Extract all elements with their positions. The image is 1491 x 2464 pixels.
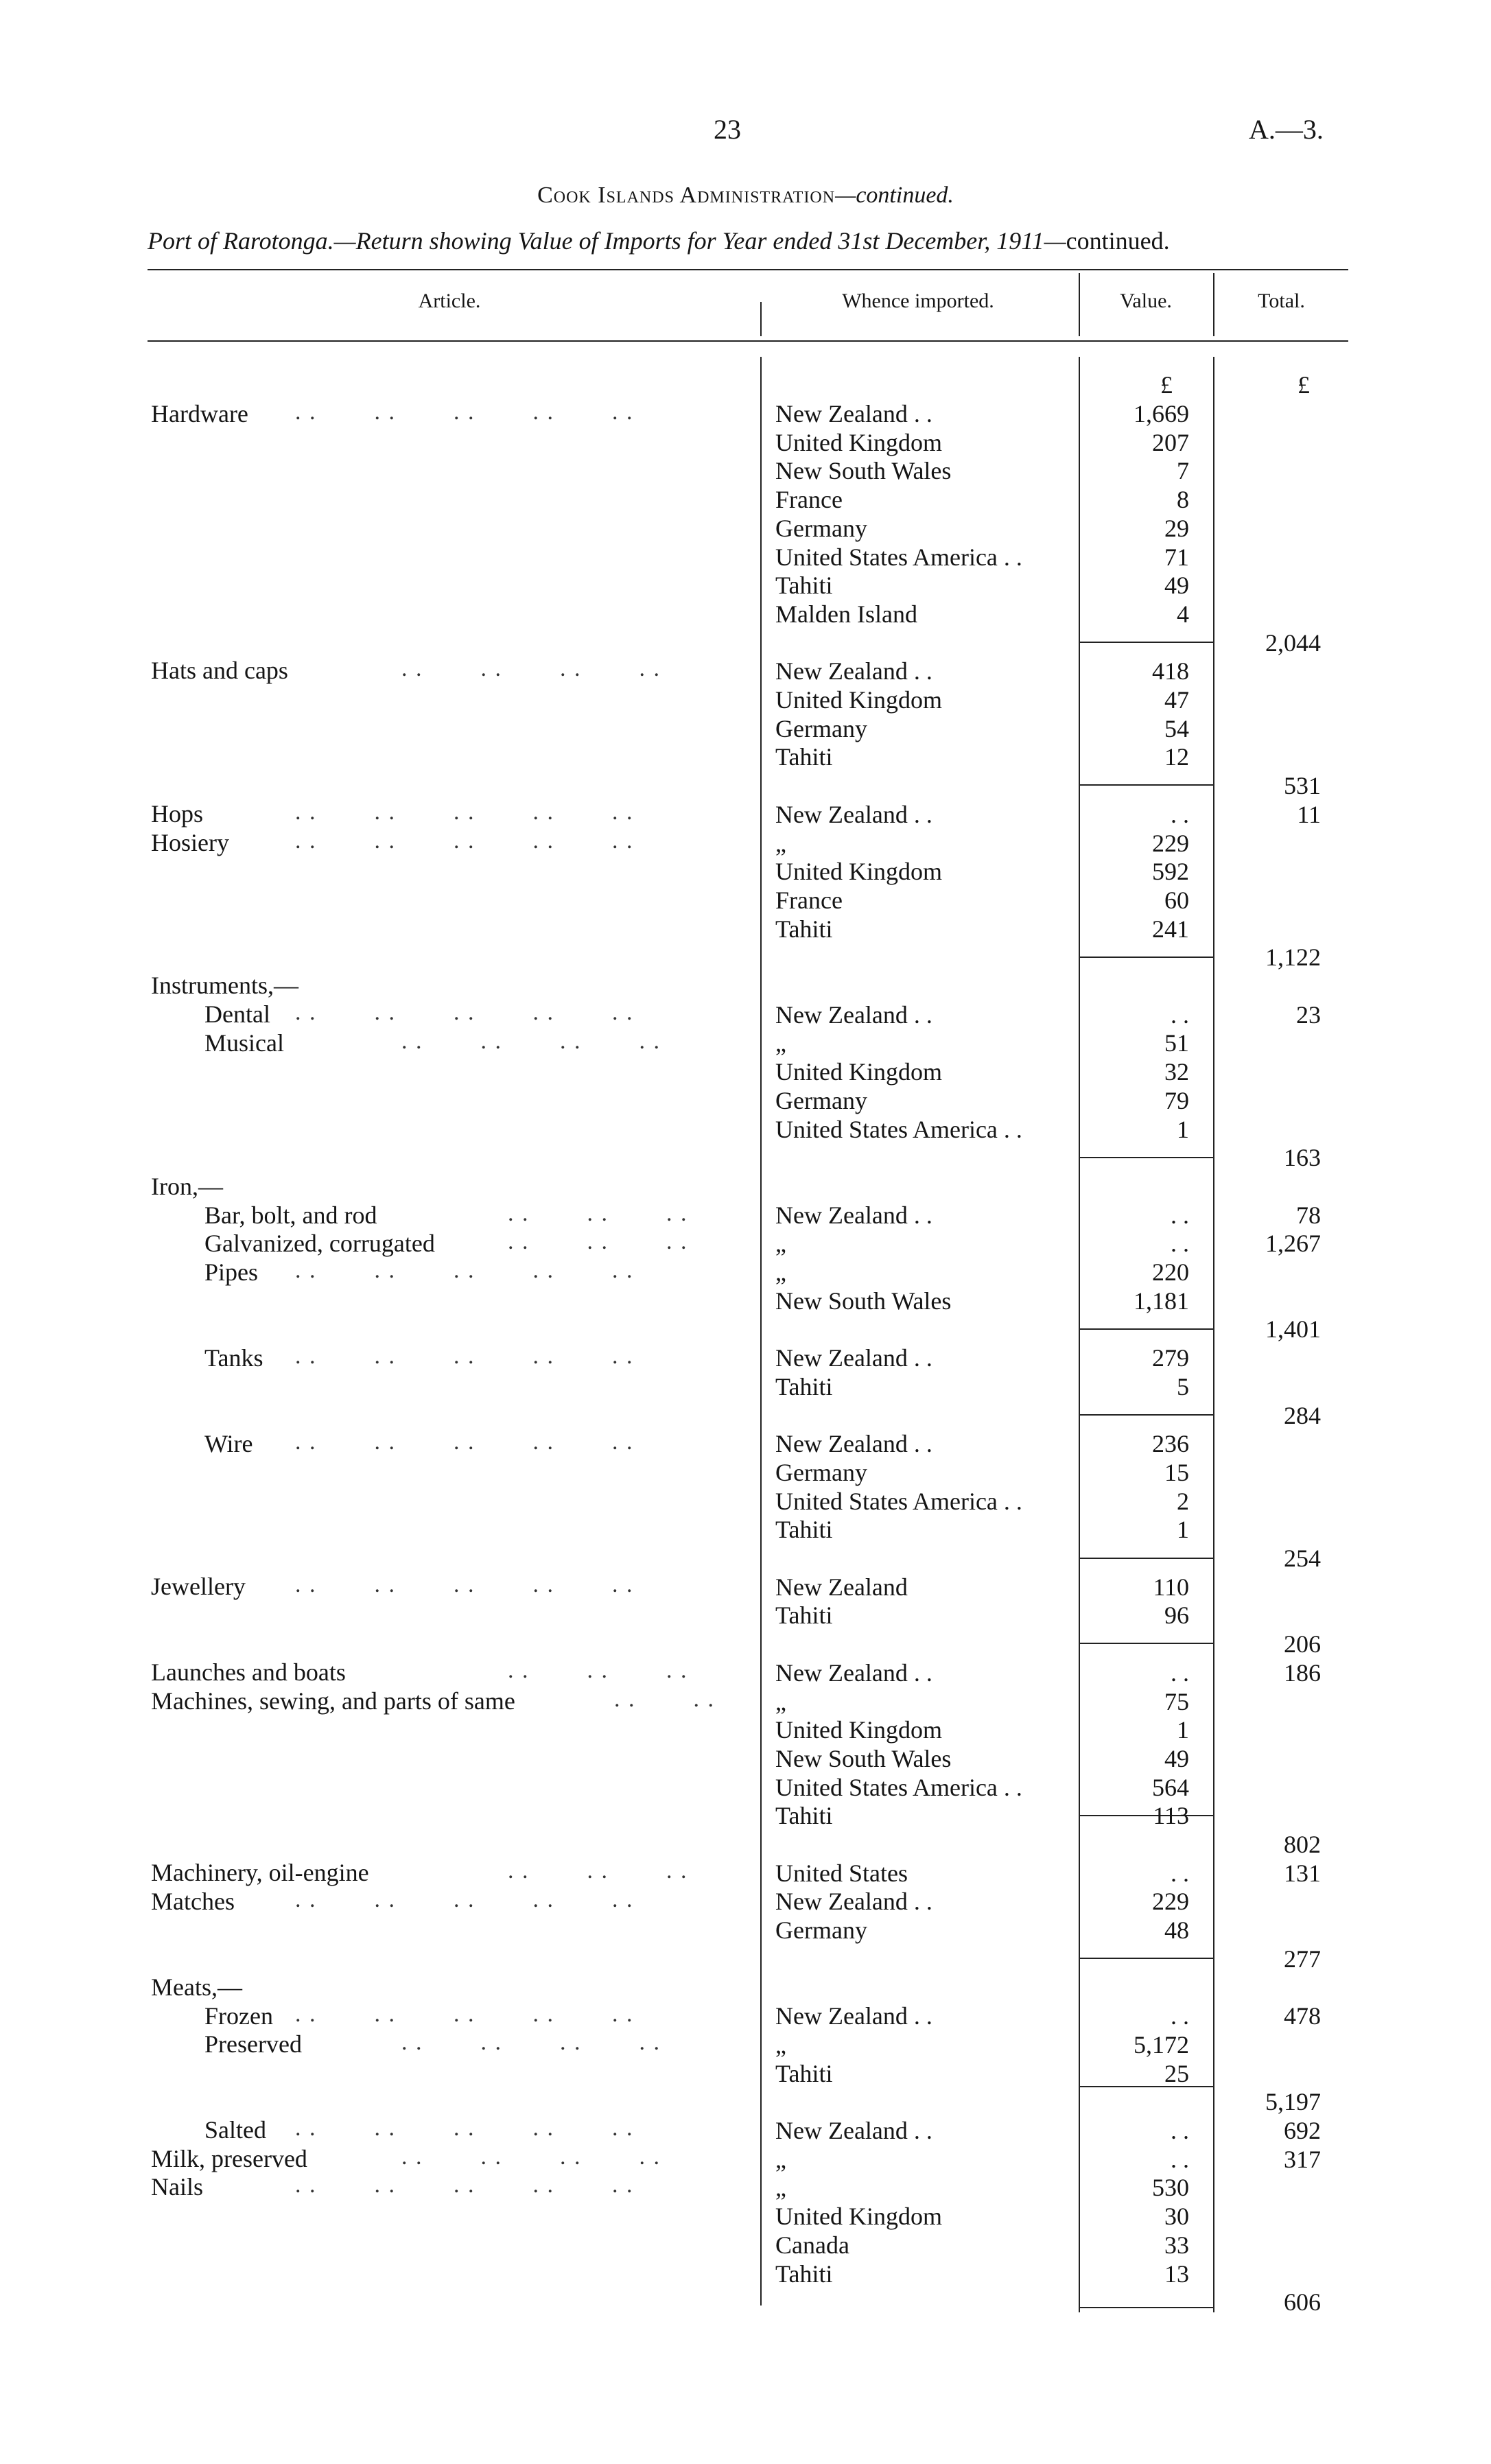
leader-dots: . . . . . . . . . .: [295, 799, 634, 825]
value-cell: 207: [1152, 429, 1189, 456]
total-cell: 5,197: [1265, 2088, 1321, 2115]
leader-dots: . . . . . . . . . .: [295, 1344, 634, 1369]
value-cell: 1: [1177, 1716, 1189, 1744]
value-cell: 236: [1152, 1430, 1189, 1457]
whence-cell: New Zealand . .: [775, 400, 932, 427]
value-cell: 30: [1164, 2203, 1189, 2230]
body-divider-value: [1079, 357, 1080, 2312]
value-cell: 15: [1164, 1459, 1189, 1486]
whence-cell: France: [775, 486, 843, 513]
whence-cell: „: [775, 1688, 786, 1715]
value-cell: 25: [1164, 2060, 1189, 2087]
article-label: Hardware: [151, 400, 248, 427]
article-label: Dental: [204, 1000, 270, 1028]
total-cell: 802: [1284, 1831, 1321, 1858]
value-cell: . .: [1171, 1859, 1189, 1887]
total-cell: 1,267: [1265, 1230, 1321, 1257]
subtotal-rule: [1080, 957, 1213, 958]
value-cell: 13: [1164, 2260, 1189, 2288]
article-label: Instruments,—: [151, 972, 298, 999]
column-header-total: Total.: [1258, 290, 1305, 312]
whence-cell: United Kingdom: [775, 858, 942, 885]
leader-dots: . . . . . . . . . .: [295, 1000, 634, 1025]
leader-dots: . . . . . . . .: [401, 1029, 661, 1054]
whence-cell: Tahiti: [775, 2060, 833, 2087]
value-cell: 564: [1152, 1774, 1189, 1801]
whence-cell: „: [775, 2174, 786, 2201]
total-cell: 254: [1284, 1545, 1321, 1572]
leader-dots: . . . . . . . .: [401, 2030, 661, 2055]
value-cell: 71: [1164, 543, 1189, 571]
whence-cell: „: [775, 830, 786, 857]
leader-dots: . . . . . . . . . .: [295, 399, 634, 425]
whence-cell: New Zealand . .: [775, 1344, 932, 1372]
value-cell: 113: [1153, 1802, 1189, 1829]
whence-cell: New Zealand: [775, 1573, 908, 1601]
body-divider-whence: [760, 357, 762, 2305]
subtitle-italic: Port of Rarotonga.—Return showing Value of Imports for Year ended 31st December, 1911—: [148, 227, 1066, 255]
value-cell: 530: [1152, 2174, 1189, 2201]
whence-cell: United Kingdom: [775, 1058, 942, 1086]
article-label: Bar, bolt, and rod: [204, 1201, 377, 1229]
value-cell: 49: [1164, 572, 1189, 599]
article-label: Machines, sewing, and parts of same: [151, 1687, 515, 1715]
whence-cell: Germany: [775, 1459, 867, 1486]
title-main: Cook Islands Administration: [537, 183, 836, 208]
value-cell: 5: [1177, 1373, 1189, 1400]
value-cell: 51: [1164, 1029, 1189, 1057]
whence-cell: Tahiti: [775, 1802, 833, 1829]
whence-cell: „: [775, 2031, 786, 2058]
total-cell: 1,122: [1265, 943, 1321, 971]
value-cell: 33: [1164, 2231, 1189, 2259]
article-label: Musical: [204, 1029, 284, 1057]
whence-cell: United Kingdom: [775, 429, 942, 456]
whence-cell: United Kingdom: [775, 686, 942, 714]
leader-dots: . . . . . . . . . .: [295, 1429, 634, 1455]
whence-cell: New Zealand . .: [775, 801, 932, 828]
leader-dots: . . . . . . . . . .: [295, 828, 634, 854]
leader-dots: . . . . . .: [508, 1229, 688, 1254]
header-divider-1: [760, 302, 762, 336]
value-cell: 1: [1177, 1516, 1189, 1543]
whence-cell: „: [775, 1230, 786, 1257]
subtotal-rule: [1080, 1558, 1213, 1559]
total-cell: 277: [1284, 1945, 1321, 1973]
whence-cell: United Kingdom: [775, 2203, 942, 2230]
whence-cell: Tahiti: [775, 1601, 833, 1629]
leader-dots: . . . . . .: [508, 1201, 688, 1226]
whence-cell: United States America . .: [775, 1488, 1022, 1515]
whence-cell: United States America . .: [775, 1116, 1022, 1143]
article-label: Nails: [151, 2173, 203, 2201]
whence-cell: New Zealand . .: [775, 657, 932, 685]
total-cell: 1,401: [1265, 1315, 1321, 1343]
article-label: Hosiery: [151, 829, 229, 856]
whence-cell: United Kingdom: [775, 1716, 942, 1744]
article-label: Matches: [151, 1888, 235, 1915]
article-label: Frozen: [204, 2002, 273, 2030]
leader-dots: . . . . . . . . . .: [295, 2115, 634, 2141]
value-currency-symbol: £: [1160, 371, 1173, 399]
leader-dots: . . . . . . . .: [401, 2144, 661, 2170]
whence-cell: New Zealand . .: [775, 1430, 932, 1457]
total-cell: 317: [1284, 2146, 1321, 2173]
value-cell: 418: [1152, 657, 1189, 685]
leader-dots: . . . . . .: [508, 1658, 688, 1683]
whence-cell: Tahiti: [775, 572, 833, 599]
article-label: Salted: [204, 2116, 266, 2144]
total-cell: 692: [1284, 2117, 1321, 2144]
subtotal-rule: [1080, 1328, 1213, 1330]
value-cell: . .: [1171, 1201, 1189, 1229]
document-subtitle: [148, 226, 1170, 255]
leader-dots: . . . .: [614, 1687, 715, 1712]
whence-cell: Tahiti: [775, 2260, 833, 2288]
value-cell: 54: [1164, 715, 1189, 742]
value-cell: 32: [1164, 1058, 1189, 1086]
column-header-whence: Whence imported.: [842, 290, 994, 312]
value-cell: . .: [1171, 1659, 1189, 1687]
header-bottom-rule: [148, 340, 1348, 342]
whence-cell: New Zealand . .: [775, 1888, 932, 1915]
header-top-rule: [148, 269, 1348, 270]
whence-cell: Tahiti: [775, 1516, 833, 1543]
subtotal-rule: [1080, 784, 1213, 786]
header-divider-3: [1213, 273, 1214, 336]
total-cell: 11: [1297, 801, 1321, 828]
article-label: Jewellery: [151, 1573, 246, 1600]
value-cell: 1,181: [1134, 1287, 1189, 1315]
subtotal-rule: [1080, 1958, 1213, 1959]
whence-cell: New Zealand . .: [775, 1201, 932, 1229]
value-cell: 1,669: [1134, 400, 1189, 427]
total-cell: 531: [1284, 772, 1321, 799]
leader-dots: . . . . . . . . . .: [295, 2172, 634, 2198]
value-cell: 5,172: [1134, 2031, 1189, 2058]
whence-cell: New South Wales: [775, 1745, 952, 1772]
whence-cell: „: [775, 2146, 786, 2173]
document-reference: A.—3.: [1249, 114, 1324, 145]
article-label: Tanks: [204, 1344, 263, 1372]
whence-cell: „: [775, 1029, 786, 1057]
value-cell: 47: [1164, 686, 1189, 714]
whence-cell: Germany: [775, 515, 867, 542]
value-cell: . .: [1171, 2146, 1189, 2173]
whence-cell: United States America . .: [775, 1774, 1022, 1801]
value-cell: 48: [1164, 1916, 1189, 1944]
subtotal-rule: [1080, 1414, 1213, 1416]
page-number: 23: [714, 114, 741, 145]
whence-cell: „: [775, 1258, 786, 1286]
whence-cell: Germany: [775, 1087, 867, 1114]
value-cell: 4: [1177, 600, 1189, 628]
article-label: Wire: [204, 1430, 253, 1457]
leader-dots: . . . . . . . .: [401, 656, 661, 681]
whence-cell: United States: [775, 1859, 908, 1887]
whence-cell: New Zealand . .: [775, 2117, 932, 2144]
subtotal-rule: [1080, 1643, 1213, 1644]
value-cell: 12: [1164, 743, 1189, 771]
total-cell: 163: [1284, 1144, 1321, 1171]
article-label: Launches and boats: [151, 1658, 346, 1686]
subtitle-upright: continued.: [1066, 227, 1170, 255]
total-cell: 131: [1284, 1859, 1321, 1887]
whence-cell: Germany: [775, 1916, 867, 1944]
whence-cell: New Zealand . .: [775, 1001, 932, 1029]
total-cell: 206: [1284, 1630, 1321, 1658]
value-cell: 229: [1152, 1888, 1189, 1915]
value-cell: . .: [1171, 1001, 1189, 1029]
article-label: Meats,—: [151, 1973, 242, 2001]
column-header-value: Value.: [1120, 290, 1172, 312]
leader-dots: . . . . . .: [508, 1858, 688, 1884]
value-cell: 1: [1177, 1116, 1189, 1143]
leader-dots: . . . . . . . . . .: [295, 1887, 634, 1912]
subtotal-rule: [1080, 1157, 1213, 1158]
article-label: Machinery, oil-engine: [151, 1859, 369, 1886]
header-divider-2: [1079, 273, 1080, 336]
value-cell: 75: [1164, 1688, 1189, 1715]
value-cell: 29: [1164, 515, 1189, 542]
leader-dots: . . . . . . . . . .: [295, 1572, 634, 1597]
document-title: [0, 183, 1491, 209]
whence-cell: Tahiti: [775, 743, 833, 771]
value-cell: 220: [1152, 1258, 1189, 1286]
total-cell: 284: [1284, 1402, 1321, 1429]
value-cell: 8: [1177, 486, 1189, 513]
total-cell: 2,044: [1265, 629, 1321, 657]
whence-cell: United States America . .: [775, 543, 1022, 571]
body-divider-total: [1213, 357, 1214, 2312]
value-cell: 79: [1164, 1087, 1189, 1114]
value-cell: 279: [1152, 1344, 1189, 1372]
value-cell: 2: [1177, 1488, 1189, 1515]
value-cell: . .: [1171, 2002, 1189, 2030]
whence-cell: Malden Island: [775, 600, 917, 628]
total-currency-symbol: £: [1298, 371, 1310, 399]
total-cell: 78: [1296, 1201, 1321, 1229]
title-suffix: —continued.: [835, 183, 954, 208]
leader-dots: . . . . . . . . . .: [295, 2002, 634, 2027]
whence-cell: New South Wales: [775, 457, 952, 484]
total-cell: 186: [1284, 1659, 1321, 1687]
article-label: Galvanized, corrugated: [204, 1230, 435, 1257]
value-cell: 60: [1164, 887, 1189, 914]
value-cell: 592: [1152, 858, 1189, 885]
whence-cell: Tahiti: [775, 915, 833, 943]
value-cell: 229: [1152, 830, 1189, 857]
whence-cell: Germany: [775, 715, 867, 742]
whence-cell: Tahiti: [775, 1373, 833, 1400]
value-cell: . .: [1171, 2117, 1189, 2144]
whence-cell: Canada: [775, 2231, 849, 2259]
value-cell: 7: [1177, 457, 1189, 484]
whence-cell: New South Wales: [775, 1287, 952, 1315]
article-label: Hops: [151, 800, 204, 828]
value-cell: . .: [1171, 1230, 1189, 1257]
article-label: Milk, preserved: [151, 2145, 307, 2172]
article-label: Hats and caps: [151, 657, 288, 684]
value-cell: . .: [1171, 801, 1189, 828]
value-cell: 49: [1164, 1745, 1189, 1772]
article-label: Preserved: [204, 2030, 302, 2058]
subtotal-rule: [1080, 2307, 1213, 2308]
whence-cell: New Zealand . .: [775, 1659, 932, 1687]
subtotal-rule: [1080, 642, 1213, 643]
value-cell: 241: [1152, 915, 1189, 943]
total-cell: 606: [1284, 2288, 1321, 2316]
total-cell: 23: [1296, 1001, 1321, 1029]
total-cell: 478: [1284, 2002, 1321, 2030]
whence-cell: New Zealand . .: [775, 2002, 932, 2030]
column-header-article: Article.: [418, 290, 481, 312]
article-label: Pipes: [204, 1258, 259, 1286]
value-cell: 96: [1164, 1601, 1189, 1629]
leader-dots: . . . . . . . . . .: [295, 1258, 634, 1283]
whence-cell: France: [775, 887, 843, 914]
value-cell: 110: [1153, 1573, 1189, 1601]
article-label: Iron,—: [151, 1173, 223, 1200]
